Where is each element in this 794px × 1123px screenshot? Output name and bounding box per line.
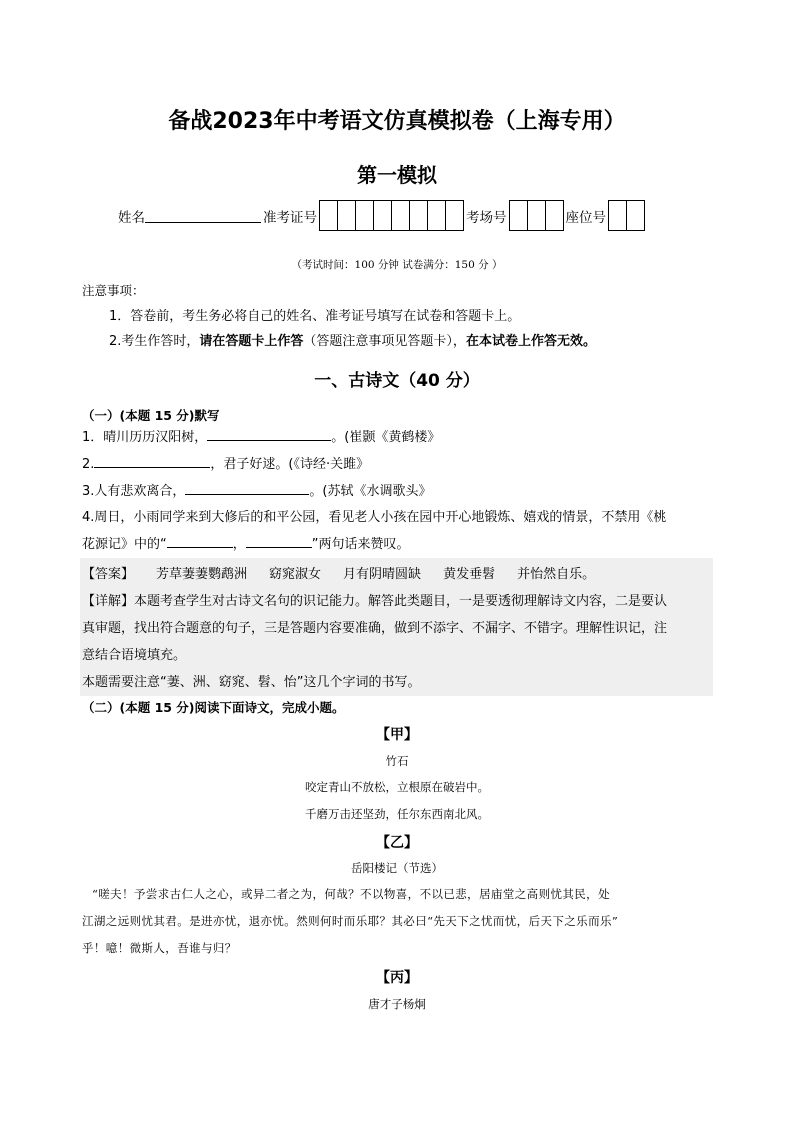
- section-heading: 一、古诗文（40 分）: [314, 371, 480, 391]
- name-field[interactable]: [145, 208, 261, 223]
- question-3: 3.人有悲欢离合， 。(苏轼《水调歌头》: [82, 480, 431, 499]
- text-yi-line-1: “嗟夫！予尝求古仁人之心，或异二者之为，何哉？不以物喜，不以已悲，居庙堂之高则忧其民，处: [92, 887, 610, 901]
- text-yi-line-3: 乎！噫！微斯人，吾谁与归？: [82, 941, 237, 955]
- question-2: 2. ，君子好逑。(《诗经·关雎》: [82, 453, 369, 472]
- seat-number-boxes[interactable]: [608, 200, 645, 231]
- poem-jia-line-1: 咬定青山不放松，立根原在破岩中。: [305, 780, 489, 794]
- answer-line: 【答案】 芳草萋萋鹦鹉洲 窈窕淑女 月有阴晴圆缺 黄发垂髫 并怡然自乐。: [82, 567, 596, 582]
- detail-line-2b: 真审题，找出符合题意的句子，三是答题内容要准确，做到不添字、不漏字、不错字。理解性识记，注: [82, 621, 668, 636]
- text-yi-title: 岳阳楼记（节选）: [351, 861, 443, 875]
- note-item-1: 1．答卷前，考生务必将自己的姓名、准考证号填写在试卷和答题卡上。: [109, 309, 521, 324]
- answer-blank[interactable]: [246, 534, 312, 548]
- poem-jia-label: 【甲】: [376, 727, 418, 743]
- detail-line-4: 本题需要注意“萋、洲、窈窕、髫、怡”这几个字词的书写。: [82, 675, 421, 690]
- text-yi-line-2: 江湖之远则忧其君。是进亦忧，退亦忧。然则何时而乐耶？其必曰“先天下之忧而忧，后天下之乐而乐”: [82, 914, 619, 928]
- answer-blank[interactable]: [185, 481, 309, 495]
- exam-info: （考试时间：100 分钟 试卷满分：150 分 ）: [291, 259, 503, 271]
- page-title: 备战2023年中考语文仿真模拟卷（上海专用）: [168, 109, 626, 134]
- part-1-heading: （一）(本题 15 分)默写: [82, 408, 220, 423]
- admission-number-label: 准考证号: [263, 209, 317, 226]
- poem-jia-line-2: 千磨万击还坚劲，任尔东西南北风。: [305, 807, 489, 821]
- seat-number-label: 座位号: [565, 209, 606, 226]
- detail-line-3: 意结合语境填充。: [82, 648, 187, 663]
- question-4-line-2: 花源记》中的“ ， ”两句话来赞叹。: [82, 533, 410, 552]
- detail-line-0: 【详解】本题考查学生对古诗文名句的识记能力。解答此类题目，一是要透彻理解诗文内容，二是要认: [82, 594, 668, 609]
- note-item-2: 2.考生作答时，请在答题卡上作答（答题注意事项见答题卡），在本试卷上作答无效。: [109, 334, 596, 349]
- answer-blank[interactable]: [94, 454, 210, 468]
- text-bing-label: 【丙】: [376, 970, 418, 986]
- exam-room-boxes[interactable]: [509, 200, 564, 231]
- text-yi-label: 【乙】: [376, 835, 418, 851]
- answer-blank[interactable]: [207, 427, 331, 441]
- text-bing-title: 唐才子杨炯: [368, 997, 426, 1011]
- candidate-info-row: [118, 200, 647, 231]
- part-2-heading: （二）(本题 15 分)阅读下面诗文，完成小题。: [82, 700, 345, 715]
- page-subtitle: 第一模拟: [357, 163, 437, 187]
- question-1: 1．晴川历历汉阳树， 。(崔颢《黄鹤楼》: [82, 426, 440, 445]
- exam-room-label: 考场号: [466, 209, 507, 226]
- question-4-line-1: 4.周日，小雨同学来到大修后的和平公园，看见老人小孩在园中开心地锻炼、嬉戏的情景，不禁用《桃: [82, 510, 667, 525]
- name-label: 姓名: [118, 209, 145, 226]
- admission-number-boxes[interactable]: [319, 200, 464, 231]
- notes-title: 注意事项：: [82, 283, 145, 298]
- answer-blank[interactable]: [167, 534, 233, 548]
- poem-jia-title: 竹石: [385, 754, 409, 768]
